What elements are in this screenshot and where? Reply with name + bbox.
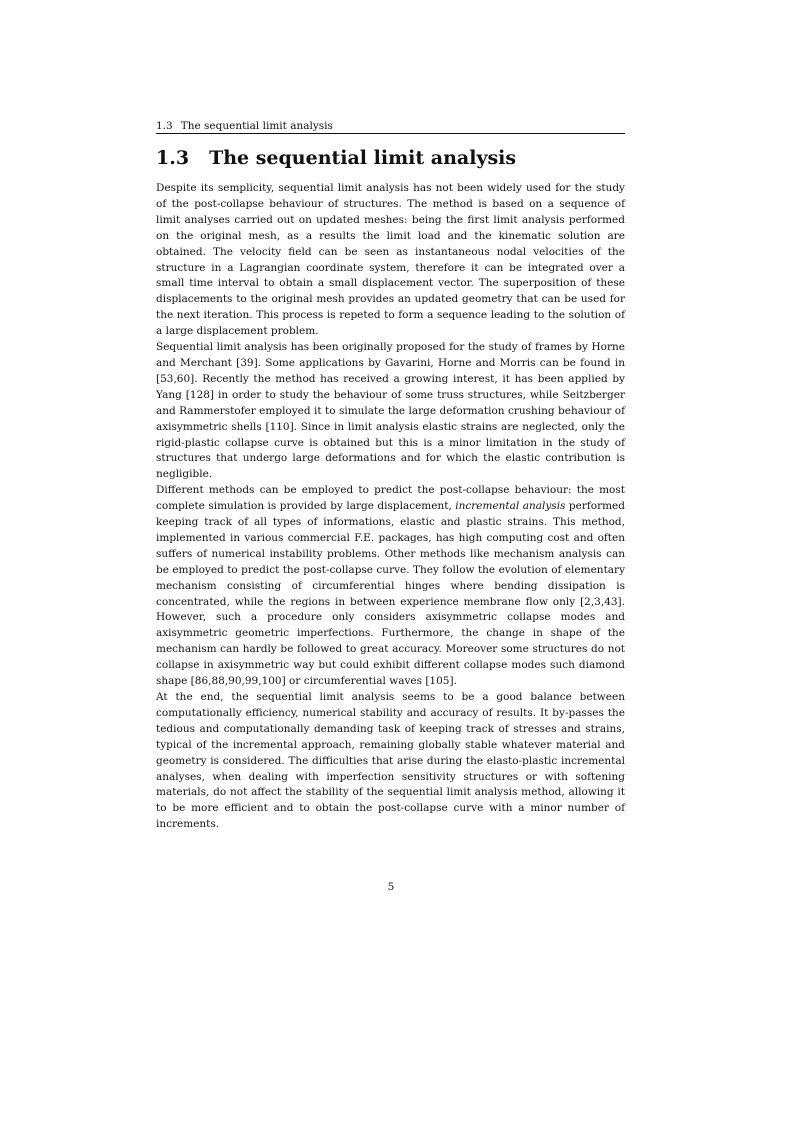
paragraph-2: Sequential limit analysis has been originally proposed for the study of frames by Horne and Merchant [39]. Some applications by Gavarini, Horne and Morris can be found in [53,60]. Recently the method has received a growing interest, it has been applied by Yang [128] in order to study the behaviour of some truss structures, while Seitzberger and Rammerstofer employed it to simulate the large deformation crushing behaviour of axisymmetric shells [110]. Since in limit analysis elastic strains are neglected, only the rigid-plastic collapse curve is obtained but this is a minor limitation in the study of structures that undergo large deformations and for which the elastic contribution is negligible.: [156, 341, 625, 481]
running-header-section-title: The sequential limit analysis: [180, 120, 333, 132]
running-header-section-number: 1.3: [156, 120, 173, 132]
page-number: 5: [387, 881, 395, 893]
paragraph-3-text-before: Different methods can be employed to predict the post-collapse behaviour: the most complete simulation is provided by large displacement,: [156, 484, 625, 513]
paragraph-1: Despite its semplicity, sequential limit analysis has not been widely used for the study of the post-collapse behaviour of structures. The method is based on a sequence of limit analyses carried out on updated meshes: being the first limit analysis performed on the original mesh, as a results the limit load and the kinematic solution are obtained. The velocity field can be seen as instantaneous nodal velocities of the structure in a Lagrangian coordinate system, therefore it can be integrated over a small time interval to obtain a small displacement vector. The superposition of these displacements to the original mesh provides an updated geometry that can be used for the next iteration. This process is repeted to form a sequence leading to the solution of a large displacement problem.: [156, 182, 625, 338]
section-number: 1.3: [156, 147, 190, 169]
running-header: [156, 120, 625, 134]
paragraph-4: At the end, the sequential limit analysis seems to be a good balance between computationally efficiency, numerical stability and accuracy of results. It by-passes the tedious and computationally demanding task of keeping track of stresses and strains, typical of the incremental approach, remaining globally stable whatever material and geometry is considered. The difficulties that arise during the elasto-plastic incremental analyses, when dealing with imperfection sensitivity structures or with softening materials, do not affect the stability of the sequential limit analysis method, allowing it to be more efficient and to obtain the post-collapse curve with a minor number of increments.: [156, 691, 625, 831]
paragraph-3-text-after: performed keeping track of all types of informations, elastic and plastic strains. This method, implemented in various commercial F.E. packages, has high computing cost and often suffers of numerical instability problems. Other methods like mechanism analysis can be employed to predict the post-collapse curve. They follow the evolution of elementary mechanism consisting of circumferential hinges where bending dissipation is concentrated, while the regions in between experience membrane flow only [2,3,43]. However, such a procedure only considers axisymmetric collapse modes and axisymmetric geometric imperfections. Furthermore, the change in shape of the mechanism can hardly be followed to great accuracy. Moreover some structures do not collapse in axisymmetric way but could exhibit different collapse modes such diamond shape [86,88,90,99,100] or circumferential waves [105].: [156, 500, 625, 688]
section-heading: [156, 146, 625, 170]
section-title: The sequential limit analysis: [209, 147, 517, 169]
paragraph-3-emphasis: incremental analysis: [455, 500, 566, 513]
paragraph-3: [156, 483, 625, 690]
section-body: [156, 181, 625, 833]
